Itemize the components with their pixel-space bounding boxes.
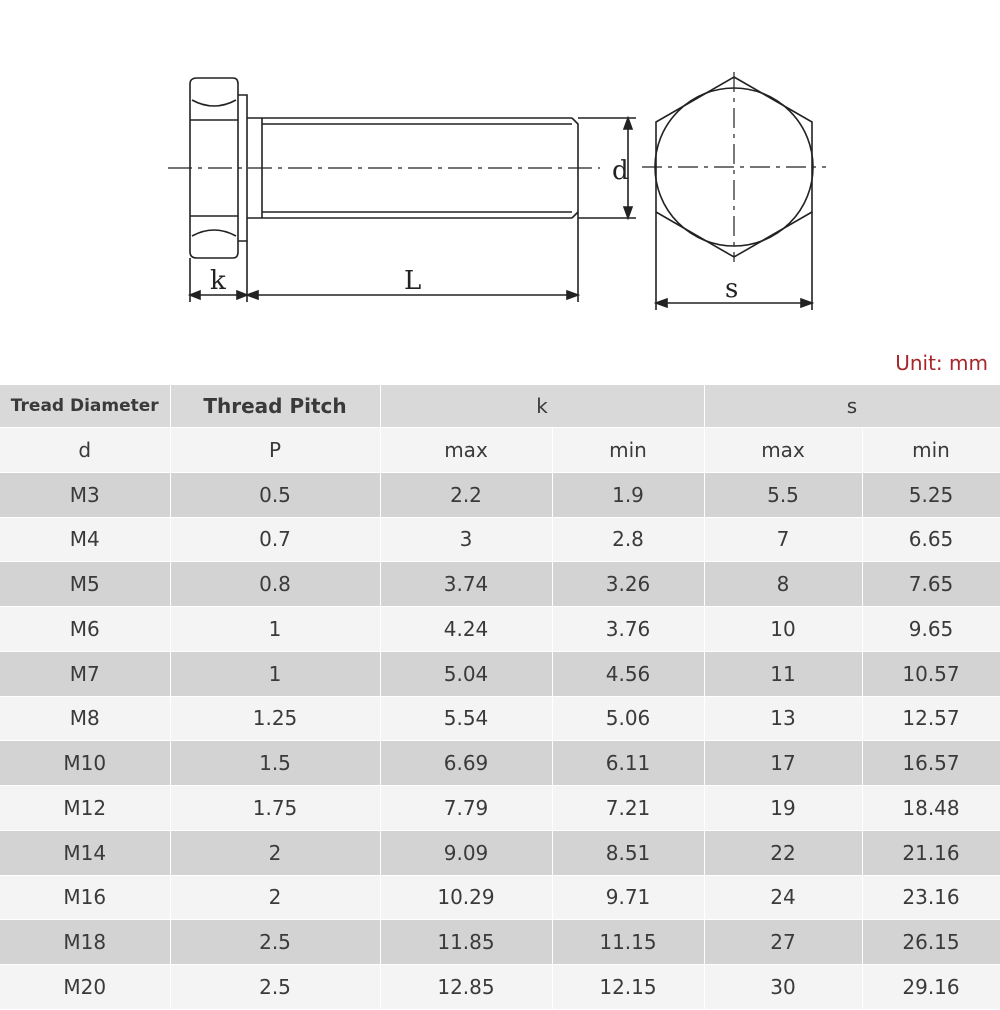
cell-p: 1.25 <box>170 696 380 741</box>
cell-d: M6 <box>0 607 170 652</box>
bolt-drawing-svg <box>0 0 1000 340</box>
label-d: d <box>612 156 629 186</box>
table-row <box>0 696 1000 741</box>
cell-d: M20 <box>0 965 170 1010</box>
cell-d: M5 <box>0 562 170 607</box>
subheader-d: d <box>0 428 170 473</box>
cell-k-min: 3.26 <box>552 562 704 607</box>
label-s: s <box>725 274 739 304</box>
cell-p: 2 <box>170 875 380 920</box>
cell-d: M8 <box>0 696 170 741</box>
cell-s-max: 30 <box>704 965 862 1010</box>
cell-k-max: 5.54 <box>380 696 552 741</box>
cell-d: M12 <box>0 786 170 831</box>
cell-p: 1 <box>170 651 380 696</box>
cell-d: M18 <box>0 920 170 965</box>
cell-k-max: 3 <box>380 517 552 562</box>
cell-k-min: 12.15 <box>552 965 704 1010</box>
cell-s-max: 5.5 <box>704 472 862 517</box>
cell-k-min: 2.8 <box>552 517 704 562</box>
cell-s-min: 10.57 <box>862 651 1000 696</box>
cell-d: M4 <box>0 517 170 562</box>
header-s: s <box>704 385 1000 428</box>
cell-d: M10 <box>0 741 170 786</box>
cell-s-max: 27 <box>704 920 862 965</box>
bolt-dimension-table <box>0 385 1000 1010</box>
subheader-k-max: max <box>380 428 552 473</box>
header-tread-diameter: Tread Diameter <box>0 385 170 428</box>
cell-p: 2.5 <box>170 920 380 965</box>
cell-p: 0.5 <box>170 472 380 517</box>
cell-s-min: 21.16 <box>862 830 1000 875</box>
bolt-drawing <box>0 0 1000 340</box>
subheader-s-max: max <box>704 428 862 473</box>
cell-s-max: 13 <box>704 696 862 741</box>
cell-s-min: 26.15 <box>862 920 1000 965</box>
table-row <box>0 562 1000 607</box>
cell-d: M7 <box>0 651 170 696</box>
cell-k-min: 3.76 <box>552 607 704 652</box>
cell-s-max: 19 <box>704 786 862 831</box>
subheader-s-min: min <box>862 428 1000 473</box>
cell-k-max: 9.09 <box>380 830 552 875</box>
cell-k-max: 3.74 <box>380 562 552 607</box>
cell-s-max: 22 <box>704 830 862 875</box>
cell-k-min: 6.11 <box>552 741 704 786</box>
cell-k-min: 8.51 <box>552 830 704 875</box>
cell-k-max: 7.79 <box>380 786 552 831</box>
cell-s-min: 7.65 <box>862 562 1000 607</box>
table-row <box>0 786 1000 831</box>
table-row <box>0 607 1000 652</box>
subheader-p: P <box>170 428 380 473</box>
cell-p: 1.75 <box>170 786 380 831</box>
cell-k-min: 9.71 <box>552 875 704 920</box>
cell-s-max: 8 <box>704 562 862 607</box>
table-row <box>0 517 1000 562</box>
cell-p: 1 <box>170 607 380 652</box>
cell-k-min: 4.56 <box>552 651 704 696</box>
cell-s-min: 18.48 <box>862 786 1000 831</box>
label-k: k <box>210 266 226 296</box>
header-thread-pitch: Thread Pitch <box>170 385 380 428</box>
cell-k-max: 11.85 <box>380 920 552 965</box>
cell-k-max: 2.2 <box>380 472 552 517</box>
cell-s-min: 12.57 <box>862 696 1000 741</box>
cell-s-min: 6.65 <box>862 517 1000 562</box>
bolt-head-hexagon <box>642 72 826 262</box>
cell-p: 1.5 <box>170 741 380 786</box>
cell-s-max: 24 <box>704 875 862 920</box>
cell-s-max: 7 <box>704 517 862 562</box>
cell-p: 2.5 <box>170 965 380 1010</box>
cell-k-min: 1.9 <box>552 472 704 517</box>
table-row <box>0 472 1000 517</box>
table-subheader-row <box>0 428 1000 473</box>
cell-k-min: 11.15 <box>552 920 704 965</box>
table-row <box>0 741 1000 786</box>
table-row <box>0 875 1000 920</box>
cell-s-min: 16.57 <box>862 741 1000 786</box>
cell-k-max: 4.24 <box>380 607 552 652</box>
cell-p: 0.7 <box>170 517 380 562</box>
cell-p: 2 <box>170 830 380 875</box>
table-row <box>0 830 1000 875</box>
unit-label: Unit: mm <box>895 351 988 375</box>
cell-d: M3 <box>0 472 170 517</box>
cell-d: M14 <box>0 830 170 875</box>
cell-p: 0.8 <box>170 562 380 607</box>
subheader-k-min: min <box>552 428 704 473</box>
table-row <box>0 651 1000 696</box>
cell-s-max: 11 <box>704 651 862 696</box>
cell-k-max: 6.69 <box>380 741 552 786</box>
cell-s-min: 9.65 <box>862 607 1000 652</box>
table-row <box>0 965 1000 1010</box>
cell-k-min: 7.21 <box>552 786 704 831</box>
cell-s-max: 10 <box>704 607 862 652</box>
table-row <box>0 920 1000 965</box>
cell-s-min: 23.16 <box>862 875 1000 920</box>
table-header-row <box>0 385 1000 428</box>
cell-k-max: 10.29 <box>380 875 552 920</box>
cell-k-max: 5.04 <box>380 651 552 696</box>
cell-s-min: 29.16 <box>862 965 1000 1010</box>
header-k: k <box>380 385 704 428</box>
cell-s-min: 5.25 <box>862 472 1000 517</box>
label-L: L <box>404 266 422 296</box>
cell-k-min: 5.06 <box>552 696 704 741</box>
cell-k-max: 12.85 <box>380 965 552 1010</box>
cell-d: M16 <box>0 875 170 920</box>
cell-s-max: 17 <box>704 741 862 786</box>
